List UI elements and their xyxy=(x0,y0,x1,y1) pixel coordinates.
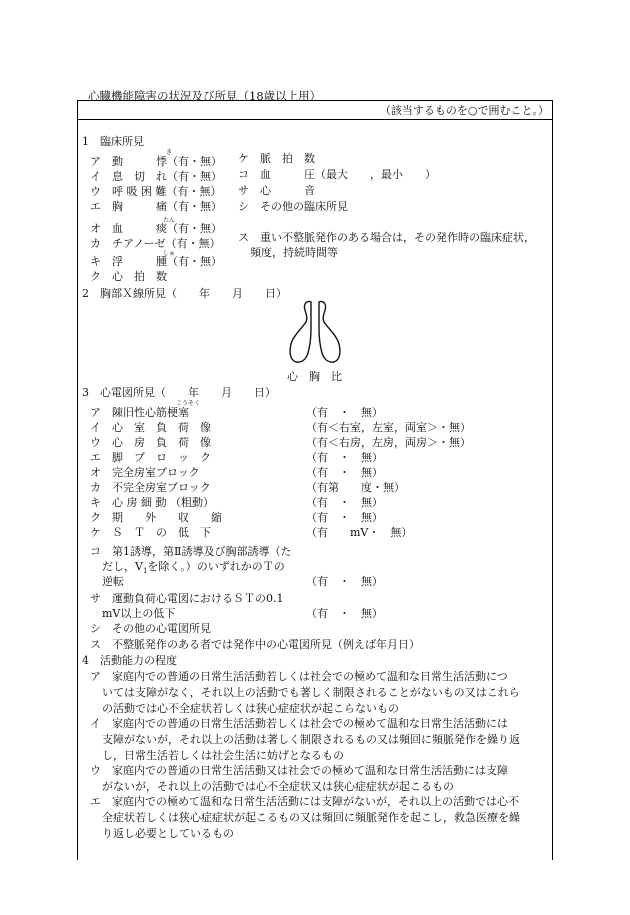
cardiothoracic-ratio-label: 心 胸 比 xyxy=(287,370,342,383)
ecg-item-label-cont: 逆転 xyxy=(102,575,124,588)
ecg-item-label: ス 不整脈発作のある者では発作中の心電図所見（例えば年月日） xyxy=(90,638,420,651)
ecg-item-label: イ 心 室 負 荷 像 xyxy=(90,421,211,434)
section-1-heading: 1 臨床所見 xyxy=(82,135,144,148)
activity-option-line: エ 家庭内での極めて温和な日常生活活動には支障がないが，それ以上の活動では心不 xyxy=(90,795,519,808)
clinical-item: カ チアノーゼ（有・無） xyxy=(90,237,221,250)
section-3-heading: 3 心電図所見（ 年 月 日） xyxy=(82,386,276,399)
activity-option-line: 全症状若しくは狭心症症状が起こるもの又は頻回に頻脈発作を起こし，救急医療を繰 xyxy=(102,811,520,824)
activity-option-line: がないが，それ以上の活動では心不全症状又は狭心症症状が起こるもの xyxy=(102,780,454,793)
arrhythmia-note-line: 頻度，持続時間等 xyxy=(250,246,338,259)
clinical-item: ク 心 拍 数 xyxy=(90,270,167,283)
ruby-kosoku: こうそく xyxy=(176,400,201,407)
clinical-item: オ 血 痰（有・無） xyxy=(90,222,222,235)
ecg-item-value: （有＜右室，左室，両室＞・無） xyxy=(306,421,471,434)
ecg-item-value: （有 ・ 無） xyxy=(306,575,383,588)
clinical-item: イ 息 切 れ（有・無） xyxy=(90,170,222,183)
ecg-item-value: （有第 度・無） xyxy=(306,481,405,494)
activity-option-line: し，日常生活若しくは社会生活に妨げとなるもの xyxy=(102,749,344,762)
ecg-item-label: コ 第1誘導，第Ⅱ誘導及び胸部誘導（た xyxy=(90,545,292,558)
activity-option-line: いては支障がなく，それ以上の活動でも著しく制限されることがないもの又はこれら xyxy=(102,686,520,699)
ecg-item-label-cont: mV以上の低下 xyxy=(102,607,176,620)
ecg-item-value: （有 ・ 無） xyxy=(306,466,383,479)
page-title: 心臓機能障害の状況及び所見（18歳以上用） xyxy=(88,89,322,103)
section-4-heading: 4 活動能力の程度 xyxy=(82,654,177,667)
ecg-item-label: エ 脚 ブ ロ ッ ク xyxy=(90,451,211,464)
clinical-item: シ その他の臨床所見 xyxy=(238,200,348,213)
ecg-item-value: （有 mV・ 無） xyxy=(306,526,413,539)
ecg-item-label: ク 期 外 収 縮 xyxy=(90,511,222,524)
ecg-item-label: シ その他の心電図所見 xyxy=(90,622,211,635)
clinical-item: エ 胸 痛（有・無） xyxy=(90,200,222,213)
ecg-item-label: オ 完全房室ブロック xyxy=(90,466,200,479)
ecg-item-label: ウ 心 房 負 荷 像 xyxy=(90,436,211,449)
clinical-item: ウ 呼 吸 困 難（有・無） xyxy=(90,185,222,198)
activity-option-line: ア 家庭内での普通の日常生活活動若しくは社会での極めて温和な日常生活活動につ xyxy=(90,670,508,683)
chest-xray-diagram xyxy=(285,298,345,364)
activity-option-line: 支障がないが，それ以上の活動は著しく制限されるもの又は頻回に頻脈発作を繰り返 xyxy=(102,733,520,746)
section-2-heading: 2 胸部Ｘ線所見（ 年 月 日） xyxy=(82,287,287,300)
clinical-item: サ 心 音 xyxy=(238,184,315,197)
clinical-item: キ 浮 腫（有・無） xyxy=(90,255,222,268)
activity-option-line: イ 家庭内での普通の日常生活活動若しくは社会での極めて温和な日常生活活動には xyxy=(90,717,508,730)
ecg-item-value: （有＜右房，左房，両房＞・無） xyxy=(306,436,471,449)
ecg-item-value: （有 ・ 無） xyxy=(306,511,383,524)
instruction-note: （該当するものを○で囲むこと。） xyxy=(379,104,549,117)
ecg-item-label: キ 心 房 細 動 （粗動） xyxy=(90,496,214,509)
ecg-item-label: ア 陳旧性心筋梗塞 xyxy=(90,406,189,419)
ecg-item-value: （有 ・ 無） xyxy=(306,496,383,509)
ecg-item-value: （有 ・ 無） xyxy=(306,406,383,419)
arrhythmia-note-line: ス 重い不整脈発作のある場合は，その発作時の臨床症状， xyxy=(238,231,535,244)
form-divider xyxy=(77,119,553,120)
ruby-doki: き xyxy=(166,149,173,156)
ecg-item-label-cont: だし，$V_1$を除く。）のいずれかのＴの xyxy=(102,560,285,576)
ecg-item-label: ケ Ｓ Ｔ の 低 下 xyxy=(90,526,211,539)
clinical-item: ア 動 悸（有・無） xyxy=(90,155,222,168)
clinical-item: コ 血 圧（最大 ，最小 ） xyxy=(238,168,436,181)
ecg-item-label: カ 不完全房室ブロック xyxy=(90,481,211,494)
clinical-item: ケ 脈 拍 数 xyxy=(238,152,315,165)
ecg-item-label: サ 運動負荷心電図におけるＳＴの0.1 xyxy=(90,592,284,605)
ruby-fushu: しゅ xyxy=(163,250,176,257)
activity-option-line: の活動では心不全症状若しくは狭心症症状が起こらないもの xyxy=(102,702,399,715)
ecg-item-value: （有 ・ 無） xyxy=(306,451,383,464)
activity-option-line: り返し必要としているもの xyxy=(102,827,234,840)
ecg-item-value: （有 ・ 無） xyxy=(306,607,383,620)
ruby-kettan: たん xyxy=(163,217,176,224)
activity-option-line: ウ 家庭内での普通の日常生活活動又は社会での極めて温和な日常生活活動には支障 xyxy=(90,764,508,777)
